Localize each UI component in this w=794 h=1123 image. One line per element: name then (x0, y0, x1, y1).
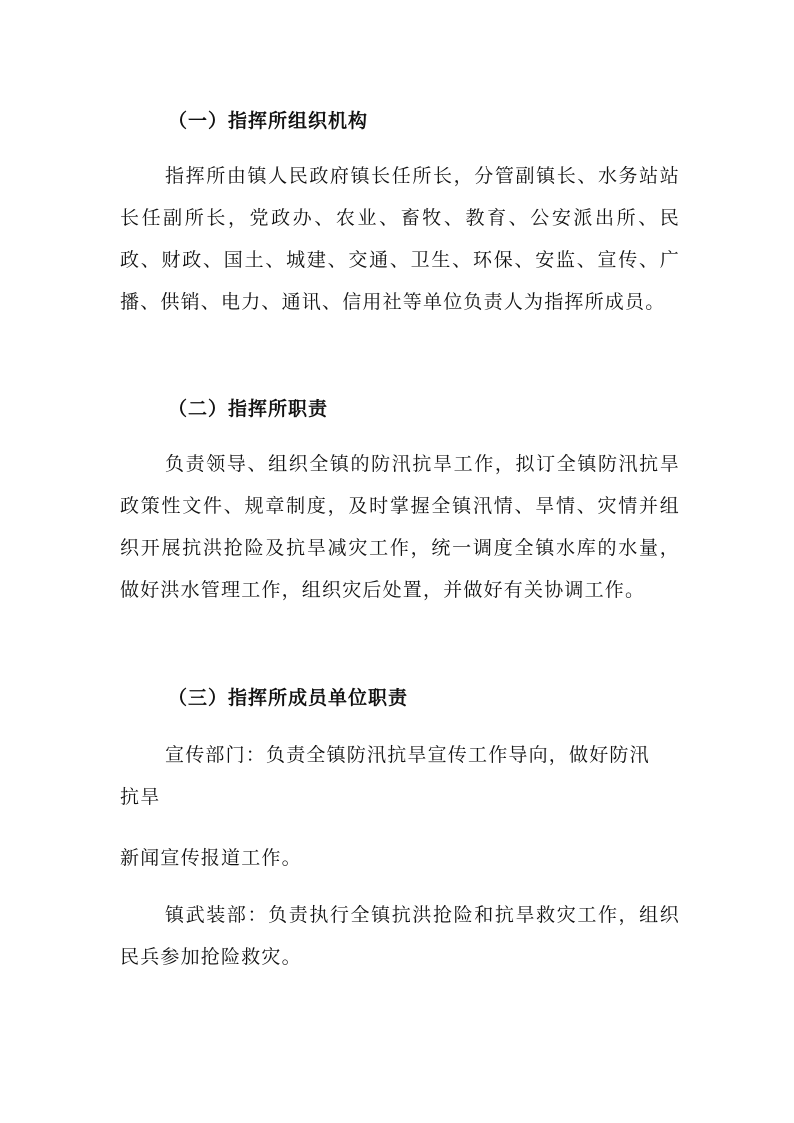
xuanchuan-paragraph-line-3: 新闻宣传报道工作。 (120, 847, 302, 869)
wuzhuang-paragraph: 镇武装部：负责执行全镇抗洪抢险和抗旱救灾工作，组织民兵参加抢险救灾。 (120, 904, 680, 968)
xuanchuan-paragraph-line-1: 宣传部门：负责全镇防汛抗旱宣传工作导向，做好防汛 (165, 744, 650, 766)
section-heading-2: （二）指挥所职责 (168, 398, 329, 420)
section-2-paragraph: 负责领导、组织全镇的防汛抗旱工作，拟订全镇防汛抗旱政策性文件、规章制度，及时掌握全镇汛情、旱情、灾情并组织开展抗洪抢险及抗旱减灾工作，统一调度全镇水库的水量，做好洪水管理工作，组织灾后处置，并做好有关协调工作。 (120, 453, 680, 601)
section-heading-1: （一）指挥所组织机构 (168, 110, 369, 132)
xuanchuan-paragraph-line-2: 抗旱 (120, 786, 161, 808)
section-heading-3: （三）指挥所成员单位职责 (168, 687, 409, 709)
section-1-paragraph: 指挥所由镇人民政府镇长任所长，分管副镇长、水务站站长任副所长，党政办、农业、畜牧、教育、公安派出所、民政、财政、国土、城建、交通、卫生、环保、安监、宣传、广播、供销、电力、通讯、信用社等单位负责人为指挥所成员。 (120, 165, 680, 313)
